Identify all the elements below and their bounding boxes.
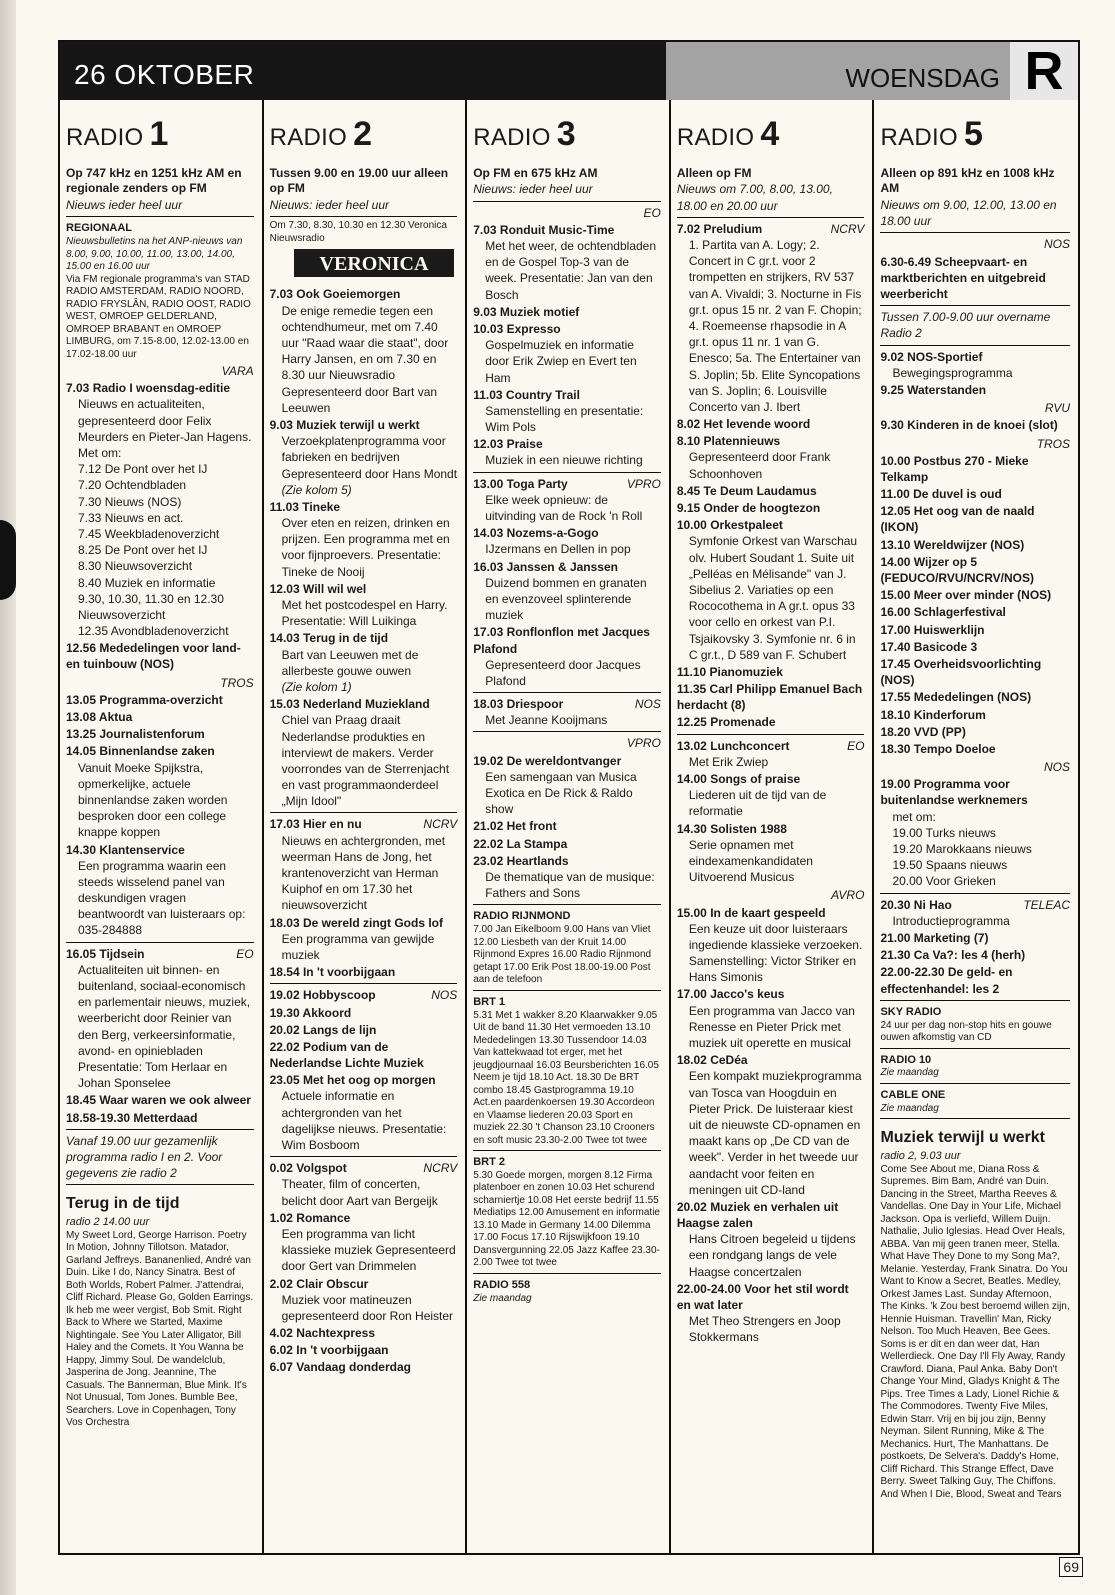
program-item: 12.25 Promenade	[676, 715, 776, 730]
program-item: 17.40 Basicode 3	[880, 639, 978, 654]
program-item: 13.00 Toga Party VPRO Elke week opnieuw: de uitvinding van de Rock 'n Roll	[473, 476, 661, 524]
column-title: RADIO 1	[66, 115, 169, 153]
feature-title: Muziek terwijl u werkt	[880, 1129, 1045, 1147]
station-title: BRT 1	[473, 995, 505, 1008]
station-schedule: Zie maandag	[880, 1067, 939, 1079]
program-item: 16.00 Schlagerfestival	[880, 605, 1006, 620]
program-item: 13.02 Lunchconcert EO Met Erik Zwiep	[676, 738, 865, 769]
program-item: 7.03 Ook Goeiemorgen De enige remedie tegen een ochtendhumeur, met om 7.40 uur "Raad waar die staat", door Harry Jansen, en om 7.30 en 8.30 uur Nieuwsradio Gepresenteerd door Bart van Leeuwen	[269, 287, 449, 415]
feature-playlist: Come See About me, Diana Ross & Supremes. Bim Bam, André van Duin. Dancing in the Street, Martha Reeves & Vandellas. One Day in Your Life, Michael Jackson. Opa is verliefd, Willem Duijn. Nathalie, Julio Iglesias. Head Over Heals, ABBA. Van mij geen tranen meer, Stella. What Have They Done to my Song Ma?, Melanie. Yesterday, Frank Sinatra. Do You Want to Know a Secret, Beatles. Medley, Orkest James Last. Sunday Afternoon, The Kinks. 'k Zou best beroemd willen zijn, Hennie Huisman. Travellin' Man, Ricky Nelson. Too Much Heaven, Bee Gees. Soms is er dit en dan weer dat, Han Wellerdieck. One Day I'll Fly Away, Randy Crawford. Diana, Paul Anka. Baby Don't Change Your Mind, Gladys Knight & The Pips. Tree Times a Lady, Lionel Richie & The Commodores. Twenty Five Miles, Edwin Starr. Vrij en bij jou zijn, Benny Neyman. Silent Running, Mike & The Mechanics. Hurt, The Manhattans. De postkoets, De Selvera's. Daddy's Home, Cliff Richard. This Strange Effect, Dave Berry. Sweet Talking Guy, The Chiffons. And When I Die, Blood, Sweat and Tears	[880, 1163, 1070, 1500]
frequency-info: Op 747 kHz en 1251 kHz AM en regionale zenders op FM	[66, 165, 242, 196]
program-item: 23.05 Met het oog op morgen Actuele informatie en achtergronden van het dagelijkse nieuws. Presentatie: Wim Bosboom	[269, 1073, 447, 1153]
column-radio-1	[60, 100, 264, 1555]
program-item: 22.02 Podium van de Nederlandse Lichte Muziek	[269, 1039, 424, 1071]
page-number: 69	[1059, 1557, 1083, 1577]
program-item: 18.03 Driespoor NOS Met Jeanne Kooijmans	[473, 697, 661, 728]
program-item: 18.54 In 't voorbijgaan	[269, 965, 396, 980]
program-item: 19.02 De wereldontvanger Een samengaan van Musica Exotica en De Rick & Raldo show	[473, 753, 637, 817]
program-item: 13.10 Wereldwijzer (NOS)	[880, 537, 1025, 552]
broadcaster-label: VARA	[221, 364, 254, 379]
station-title: RADIO RIJNMOND	[473, 910, 571, 923]
program-item: 8.10 Platennieuws Gepresenteerd door Frank Schoonhoven	[676, 434, 831, 481]
program-item: 14.00 Wijzer op 5 (FEDUCO/RVU/NCRV/NOS)	[880, 554, 1035, 586]
column-radio-2	[264, 100, 468, 1555]
program-item: 9.02 NOS-Sportief Bewegingsprogramma	[880, 349, 1013, 380]
broadcaster-label: NOS	[1044, 237, 1071, 252]
station-schedule: 7.00 Jan Eikelboom 9.00 Hans van Vliet 12.00 Liesbeth van der Kruit 14.00 Rijnmond Expres 16.00 Radio Rijnmond getapt 17.00 Erik Post 18.00-19.00 Post aan de telefoon	[473, 924, 652, 986]
program-item: 14.05 Binnenlandse zaken Vanuit Moeke Spijkstra, opmerkelijke, actuele binnenlandse zaken worden besproken door een college knappe koppen	[66, 744, 228, 840]
program-item: 9.03 Muziek motief	[473, 304, 580, 319]
header-date: 26 OKTOBER	[74, 59, 255, 90]
page-header	[60, 42, 1078, 100]
broadcaster-label: NOS	[1044, 760, 1071, 775]
feature-subtitle: radio 2, 9.03 uur	[880, 1149, 961, 1162]
program-item: 20.02 Muziek en verhalen uit Haagse zalen Hans Citroen begeleid u tijdens een rondgang langs de vele Haagse concertzalen	[676, 1199, 856, 1279]
program-item: 7.02 Preludium NCRV 1. Partita van A. Logy; 2. Concert in C gr.t. voor 2 trompetten en strijkers, RV 537 van A. Vivaldi; 3. Nocturne in Fis gr.t. opus 15 nr. 2 van F. Chopin; 4. Roemeense rhapsodie in A gr.t. opus 11 nr. 1 van G. Enesco; 5a. The Entertainer van S. Joplin; 5b. Elite Syncopations van S. Joplin; 6. Louisville Concerto van J. Ibert	[676, 221, 865, 414]
program-item: 7.03 Ronduit Music-Time Met het weer, de ochtendbladen en de Gospel Top-3 van de week. Presentatie: Jan van den Bosch	[473, 222, 657, 302]
program-item: 22.00-24.00 Voor het stil wordt en wat later Met Theo Strengers en Joop Stokkermans	[676, 1281, 849, 1345]
column-title: RADIO 2	[269, 115, 373, 153]
program-item: 17.03 Ronflonflon met Jacques Plafond Gepresenteerd door Jacques Plafond	[473, 625, 650, 688]
program-item: 12.56 Mededelingen voor land- en tuinbouw (NOS)	[66, 641, 241, 672]
station-title: RADIO 10	[880, 1053, 932, 1066]
station-title: BRT 2	[473, 1156, 505, 1169]
binding-hole	[0, 520, 16, 600]
veronica-logo	[294, 249, 454, 277]
program-item: 13.25 Journalistenforum	[66, 727, 205, 742]
program-item: 9.03 Muziek terwijl u werkt Verzoekplatenprogramma voor fabrieken en bedrijven Gepresenteerd door Hans Mondt (Zie kolom 5)	[269, 417, 458, 497]
veronica-news-info: Om 7.30, 8.30, 10.30 en 12.30 Veronica Nieuwsradio	[269, 220, 447, 244]
program-item: 18.58-19.30 Metterdaad	[66, 1110, 198, 1125]
news-info: Nieuws om 7.00, 8.00, 13.00, 18.00 en 20.00 uur	[676, 182, 833, 213]
program-item: 17.00 Jacco's keus Een programma van Jacco van Renesse en Pieter Prick met muziek uit operette en musical	[676, 987, 855, 1051]
news-info: Nieuws: ieder heel uur	[269, 198, 390, 213]
regional-programs: Via FM regionale programma's van STAD RADIO AMSTERDAM, RADIO NOORD, RADIO FRYSLÂN, RADIO OOST, RADIO WEST, OMROEP GELDERLAND, OMROEP BRABANT en OMROEP LIMBURG, om 7.15-8.00, 12.02-13.00 en 17.02-18.00 uur	[66, 273, 251, 360]
program-item: 17.00 Huiswerklijn	[880, 622, 985, 637]
radio-section-mark: R	[1010, 42, 1078, 100]
program-item: 20.30 Ni Hao TELEAC Introductieprogramma	[880, 897, 1071, 928]
program-item: 16.05 Tijdsein EO Actualiteiten uit binnen- en buitenland, sociaal-economisch en parlementair nieuws, muziek, weerbericht door Reinier van den Berg, verkeersinformatie, avond- en opiniebladen Presentatie: Tom Herlaar en Johan Sponselee	[66, 946, 254, 1091]
program-item: 14.30 Klantenservice Een programma waarin een steeds wisselend panel van deskundigen vragen beantwoordt van luisteraars op: 035-284888	[66, 842, 246, 938]
broadcaster-label: VPRO	[626, 736, 661, 751]
program-item: 2.02 Clair Obscur Muziek voor matineuzen gepresenteerd door Ron Heister	[269, 1276, 454, 1323]
station-schedule: 5.31 Met 1 wakker 8.20 Klaarwakker 9.05 Uit de band 11.30 Het vermoeden 13.10 Mededelingen 13.30 Tussendoor 14.03 Van kattekwaad tot erger, met het jeugdjournaal 16.03 Beursberichten 16.05 Neem je tijd 18.10 Act. 18.30 De BRT combo 18.45 Gastprogramma 19.10 Act.en paardenkoersen 19.30 Accordeon en Vlaamse liederen 20.03 Sport en muziek 22.30 't Chanson 23.10 Crooners en soft music 23.30-2.00 Twee tot twee	[473, 1009, 659, 1146]
station-title: RADIO 558	[473, 1278, 531, 1291]
station-title: SKY RADIO	[880, 1005, 942, 1018]
program-item: 14.03 Nozems-a-Gogo IJzermans en Dellen in pop	[473, 526, 631, 557]
program-item: 17.45 Overheidsvoorlichting (NOS)	[880, 656, 1042, 688]
feature-title: Terug in de tijd	[66, 1195, 180, 1213]
program-item: 21.30 Ca Va?: les 4 (herh)	[880, 948, 1026, 963]
program-item: 0.02 Volgspot NCRV Theater, film of concerten, belicht door Aart van Bergeijk	[269, 1161, 458, 1208]
program-item: 10.00 Orkestpaleet Symfonie Orkest van Warschau olv. Hubert Soudant 1. Suite uit „Pelléas en Mélisande" van J. Sibelius 2. Variaties op een Rococothema in A gr.t. opus 33 voor cello en orkest van P.I. Tsjaikovsky 3. Symfonie nr. 6 in C gr.t., D 589 van F. Schubert	[676, 518, 858, 662]
program-item: 17.03 Hier en nu NCRV Nieuws en achtergronden, met weerman Hans de Jong, het krantenoverzicht van Herman Kuiphof en om 17.30 het nieuwsoverzicht	[269, 817, 458, 913]
station-schedule: 5.30 Goede morgen, morgen 8.12 Firma platenboer en zonen 10.03 Het schurend scharniertje 10.08 Het eerste bedrijf 11.55 Mediatips 12.00 Amusement en informatie 13.10 Made in Germany 14.00 Dilemma 17.00 Focus 17.10 Rijswijkfoon 19.10 Dansvergunning 22.05 Jazz Kaffee 23.30-2.00 Twee tot twee	[473, 1169, 660, 1269]
program-item: 9.15 Onder de hoogtezon	[676, 501, 821, 516]
program-item: 7.03 Radio I woensdag-editie Nieuws en actualiteiten, gepresenteerd door Felix Meurders en Pieter-Jan Hagens. Met om: 7.12 De Pont over het IJ 7.20 Ochtendbladen 7.30 Nieuws (NOS) 7.33 Nieuws en act. 7.45 Weekbladenoverzicht 8.25 De Pont over het IJ 8.30 Nieuwsoverzicht 8.40 Muziek en informatie 9.30, 10.30, 11.30 en 12.30 Nieuwsoverzicht 12.35 Avondbladenoverzicht	[66, 381, 252, 639]
program-item: 14.00 Songs of praise Liederen uit de tijd van de reformatie	[676, 772, 827, 819]
overname-note: Tussen 7.00-9.00 uur overname Radio 2	[880, 310, 1051, 341]
broadcaster-label: EO	[643, 205, 661, 220]
program-item: 11.10 Pianomuziek	[676, 664, 783, 679]
news-info: Nieuws: ieder heel uur	[473, 182, 593, 197]
program-item: 15.00 In de kaart gespeeld Een keuze uit door luisteraars ingediende klassieke verzoeken. Samenstelling: Victor Striker en Hans Simonis	[676, 905, 863, 985]
svg-text:VERONICA: VERONICA	[319, 253, 429, 276]
column-radio-4	[671, 100, 875, 1555]
feature-subtitle: radio 2 14.00 uur	[66, 1215, 150, 1228]
broadcaster-label: TROS	[1036, 436, 1071, 451]
broadcaster-label: AVRO	[831, 888, 865, 903]
page-binding	[0, 0, 16, 1595]
program-item: 10.00 Postbus 270 - Mieke Telkamp	[880, 453, 1029, 484]
program-item: 14.03 Terug in de tijd Bart van Leeuwen met de allerbeste gouwe ouwen (Zie kolom 1)	[269, 631, 419, 694]
program-item: 12.03 Praise Muziek in een nieuwe richting	[473, 437, 643, 468]
broadcaster-label: TROS	[220, 675, 254, 690]
program-item: 18.02 CeDéa Een kompakt muziekprogramma van Tosca van Hoogduin en Pieter Prick. De luisteraar kiest uit de nieuwste CD-opnamen en maakt kans op „De CD van de week". Verder in het tweede uur aandacht voor feiten en meningen uit CD-land	[676, 1053, 862, 1197]
frequency-info: Alleen op 891 kHz en 1008 kHz AM	[880, 165, 1055, 196]
program-item: 11.03 Country Trail Samenstelling en presentatie: Wim Pols	[473, 387, 644, 435]
program-item: 22.02 La Stampa	[473, 836, 568, 851]
station-schedule: Zie maandag	[473, 1292, 532, 1304]
program-item: 15.03 Nederland Muziekland Chiel van Praag draait Nederlandse produkties en interviewt de makers. Verder voorrondes van de Sterrenjacht en vast programmaonderdeel „Mijn Idool"	[269, 697, 450, 809]
program-item: 21.00 Marketing (7)	[880, 930, 989, 945]
program-item: 17.55 Mededelingen (NOS)	[880, 690, 1032, 705]
station-schedule: 24 uur per dag non-stop hits en gouwe ouwen afkomstig van CD	[880, 1019, 1052, 1044]
program-item: 13.08 Aktua	[66, 710, 133, 725]
program-item: 16.03 Janssen & Janssen Duizend bommen en granaten en evenzoveel splinterende muziek	[473, 559, 647, 623]
column-title: RADIO 3	[473, 115, 576, 153]
program-item: 9.25 Waterstanden	[880, 382, 987, 397]
radio-listings-page	[58, 40, 1080, 1555]
program-item: 11.03 Tineke Over eten en reizen, drinken en prijzen. Een programma met en voor fijnproevers. Presentatie: Tineke de Nooij	[269, 499, 450, 579]
program-item: 12.05 Het oog van de naald (IKON)	[880, 504, 1035, 535]
broadcaster-label: RVU	[1044, 401, 1071, 416]
program-item: 6.30-6.49 Scheepvaart- en marktberichten en uitgebreid weerbericht	[880, 254, 1046, 302]
evening-note: Vanaf 19.00 uur gezamenlijk programma radio I en 2. Voor gegevens zie radio 2	[66, 1133, 223, 1181]
program-item: 18.03 De wereld zingt Gods lof Een programma van gewijde muziek	[269, 915, 443, 962]
program-item: 18.30 Tempo Doeloe	[880, 741, 996, 756]
frequency-info: Op FM en 675 kHz AM	[473, 165, 598, 180]
frequency-info: Tussen 9.00 en 19.00 uur alleen op FM	[269, 165, 449, 196]
program-item: 18.10 Kinderforum	[880, 707, 986, 722]
news-info: Nieuws om 9.00, 12.00, 13.00 en 18.00 uur	[880, 198, 1057, 229]
program-item: 1.02 Romance Een programma van licht klassieke muziek Gepresenteerd door Gert van Drimmelen	[269, 1210, 456, 1274]
program-item: 21.02 Het front	[473, 819, 557, 834]
frequency-info: Alleen op FM	[676, 165, 752, 180]
header-day: WOENSDAG	[845, 63, 1000, 93]
station-title: CABLE ONE	[880, 1088, 946, 1101]
program-item: 11.35 Carl Philipp Emanuel Bach herdacht (8)	[676, 682, 863, 713]
column-radio-5	[874, 100, 1078, 1555]
program-item: 15.00 Meer over minder (NOS)	[880, 588, 1052, 603]
program-item: 11.00 De duvel is oud	[880, 487, 1002, 502]
program-item: 9.30 Kinderen in de knoei (slot)	[880, 418, 1058, 433]
feature-playlist: My Sweet Lord, George Harrison. Poetry In Motion, Johnny Tillotson. Matador, Garland Jeffreys. Bananenlied, André van Duin. Like I do, Nancy Sinatra. Best of Both Worlds, Robert Palmer. J'attendrai, Cliff Richard. Please Go, Golden Earrings. Ik heb me weer vergist, Bob Smit. Right Back to Where we Started, Maxime Nightingale. See You Later Alligator, Bill Haley and the Comets. It You Wanna be Happy, Jimmy Soul. De wandelclub, Jasperina de Jong. Jeannine, The Casuals. The Bannerman, Blue Mink. It's Not Unusual, Tom Jones. Bumble Bee, Searchers. Love in Copenhagen, Tony Vos Orchestra	[66, 1229, 254, 1429]
program-item: 12.03 Will wil wel Met het postcodespel en Harry. Presentatie: Will Luikinga	[269, 581, 448, 629]
column-radio-3	[467, 100, 671, 1555]
regional-title: REGIONAAL	[66, 222, 132, 235]
program-item: 10.03 Expresso Gospelmuziek en informatie door Erik Zwiep en Evert ten Ham	[473, 321, 637, 385]
program-item: 8.45 Te Deum Laudamus	[676, 483, 817, 498]
column-title: RADIO 5	[880, 115, 984, 153]
regional-news: Nieuwsbulletins na het ANP-nieuws van 8.00, 9.00, 10.00, 11.00, 13.00, 14.00, 15.00 en 16.00 uur	[66, 236, 243, 273]
program-item: 19.02 Hobbyscoop NOS	[269, 988, 458, 1003]
program-item: 4.02 Nachtexpress	[269, 1326, 376, 1341]
program-item: 13.05 Programma-overzicht	[66, 692, 223, 707]
station-schedule: Zie maandag	[880, 1102, 939, 1114]
program-item: 8.02 Het levende woord	[676, 417, 811, 432]
program-item: 18.45 Waar waren we ook alweer	[66, 1093, 251, 1108]
program-item: 22.00-22.30 De geld- en effectenhandel: les 2	[880, 965, 1013, 996]
program-item: 14.30 Solisten 1988 Serie opnamen met eindexamenkandidaten Uitvoerend Musicus	[676, 821, 813, 885]
program-item: 20.02 Langs de lijn	[269, 1022, 377, 1037]
program-item: 23.02 Heartlands De thematique van de musique: Fathers and Sons	[473, 853, 655, 901]
program-item: 6.07 Vandaag donderdag	[269, 1360, 411, 1375]
news-info: Nieuws ieder heel uur	[66, 198, 183, 213]
program-item: 6.02 In 't voorbijgaan	[269, 1343, 389, 1358]
column-title: RADIO 4	[676, 115, 780, 153]
program-item: 18.20 VVD (PP)	[880, 724, 966, 739]
program-item: 19.00 Programma voor buitenlandse werknemers met om: 19.00 Turks nieuws 19.20 Marokkaans nieuws 19.50 Spaans nieuws 20.00 Voor Grieken	[880, 777, 1032, 889]
program-item: 19.30 Akkoord	[269, 1005, 352, 1020]
